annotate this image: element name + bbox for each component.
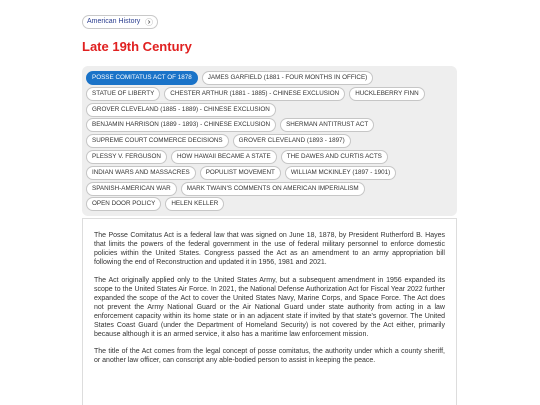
- topic-tag[interactable]: SUPREME COURT COMMERCE DECISIONS: [86, 134, 229, 148]
- article-paragraph: The Posse Comitatus Act is a federal law that was signed on June 18, 1878, by President Rutherford B. Hayes that limits the powers of the federal government in the use of federal military personnel to enforce domestic policies within the United States. Congress passed the Act as an amendment to an army appropriation bill following the end of Reconstruction and updated it in 1956, 1981 and 2021.: [94, 232, 445, 266]
- tag-row: [86, 134, 453, 147]
- topic-tag[interactable]: STATUE OF LIBERTY: [86, 87, 160, 101]
- topic-tag[interactable]: PLESSY V. FERGUSON: [86, 150, 167, 164]
- topic-tag[interactable]: SPANISH-AMERICAN WAR: [86, 182, 177, 196]
- topic-tag[interactable]: INDIAN WARS AND MASSACRES: [86, 166, 196, 180]
- topic-tag[interactable]: HELEN KELLER: [165, 197, 224, 211]
- topic-tag[interactable]: HUCKLEBERRY FINN: [349, 87, 424, 101]
- topic-tag[interactable]: POPULIST MOVEMENT: [200, 166, 281, 180]
- tag-row: [86, 197, 453, 210]
- topic-tag-panel: [82, 66, 457, 216]
- article-paragraph: The title of the Act comes from the legal concept of posse comitatus, the authority under which a county sheriff, or another law officer, can conscript any able-bodied person to assist in keeping the peace.: [94, 348, 445, 364]
- tag-row: [86, 71, 453, 84]
- topic-tag[interactable]: OPEN DOOR POLICY: [86, 197, 161, 211]
- topic-tag[interactable]: HOW HAWAII BECAME A STATE: [171, 150, 277, 164]
- tag-row: [86, 150, 453, 163]
- article-card: [82, 218, 457, 405]
- tag-row: [86, 166, 453, 179]
- tag-row: [86, 118, 453, 131]
- breadcrumb[interactable]: [82, 15, 158, 29]
- topic-tag[interactable]: GROVER CLEVELAND (1893 - 1897): [233, 134, 351, 148]
- topic-tag[interactable]: CHESTER ARTHUR (1881 - 1885) - CHINESE EXCLUSION: [164, 87, 345, 101]
- topic-tag[interactable]: GROVER CLEVELAND (1885 - 1889) - CHINESE EXCLUSION: [86, 103, 276, 117]
- topic-tag[interactable]: THE DAWES AND CURTIS ACTS: [281, 150, 388, 164]
- tag-row: [86, 87, 453, 100]
- topic-tag[interactable]: WILLIAM MCKINLEY (1897 - 1901): [285, 166, 396, 180]
- tag-row: [86, 182, 453, 195]
- breadcrumb-item-american-history[interactable]: American History: [87, 18, 141, 25]
- topic-tag[interactable]: SHERMAN ANTITRUST ACT: [280, 118, 374, 132]
- article-paragraph: The Act originally applied only to the United States Army, but a subsequent amendment in 1956 expanded its scope to the United States Air Force. In 2021, the National Defense Authorization Act for Fiscal Year 2022 further expanded the scope of the Act to cover the United States Navy, Marine Corps, and Space Force. The Act does not prevent the Army National Guard or the Air National Guard under state authority from acting in a law enforcement capacity within its home state or in an adjacent state if invited by that state's governor. The United States Coast Guard (under the Department of Homeland Security) is not covered by the Act either, primarily because although it is an armed service, it also has a maritime law enforcement mission.: [94, 276, 445, 338]
- topic-tag[interactable]: JAMES GARFIELD (1881 - FOUR MONTHS IN OFFICE): [202, 71, 374, 85]
- topic-tag[interactable]: BENJAMIN HARRISON (1889 - 1893) - CHINESE EXCLUSION: [86, 118, 276, 132]
- topic-tag-active[interactable]: POSSE COMITATUS ACT OF 1878: [86, 71, 198, 85]
- page-title: Late 19th Century: [82, 39, 192, 54]
- tag-row: [86, 103, 453, 116]
- topic-tag[interactable]: MARK TWAIN'S COMMENTS ON AMERICAN IMPERIALISM: [181, 182, 365, 196]
- chevron-right-icon[interactable]: [144, 17, 154, 27]
